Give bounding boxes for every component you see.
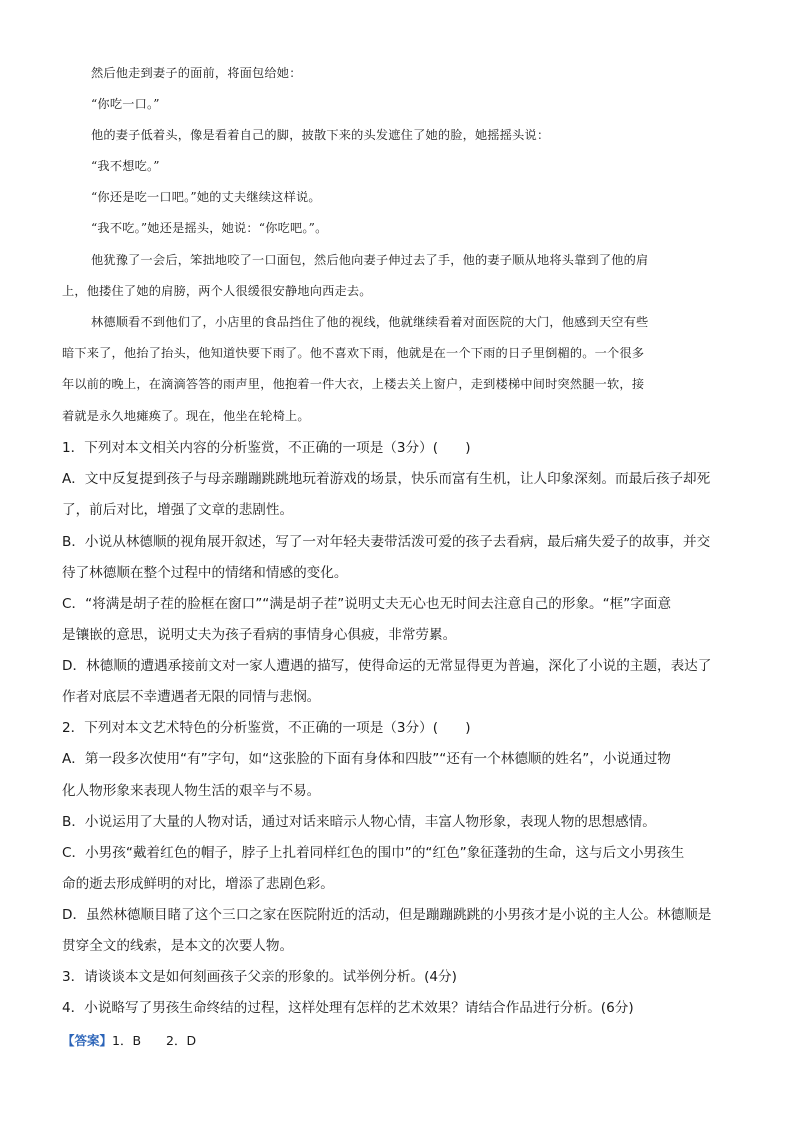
story-line: 暗下来了，他抬了抬头，他知道快要下雨了。他不喜欢下雨，他就是在一个下雨的日子里倒楣的。一个很多	[62, 346, 645, 360]
story-line: 林德顺看不到他们了，小店里的食品挡住了他的视线，他就继续看着对面医院的大门，他感到天空有些	[91, 315, 649, 329]
question-1-option: A．文中反复提到孩子与母亲蹦蹦跳跳地玩着游戏的场景，快乐而富有生机，让人印象深刻。而最后孩子却死	[62, 471, 711, 487]
answer-tag: 【答案】	[62, 1033, 113, 1048]
question-1-option: 了，前后对比，增强了文章的悲剧性。	[62, 502, 294, 518]
story-line: “我不想吃。”	[91, 159, 160, 173]
question-1-option: 作者对底层不幸遭遇者无限的同情与悲悯。	[62, 689, 321, 705]
question-1-option: B．小说从林德顺的视角展开叙述，写了一对年轻夫妻带活泼可爱的孩子去看病，最后痛失爱子的故事，并交	[62, 534, 711, 550]
story-line: “你吃一口。”	[91, 97, 160, 111]
question-2-option: A．第一段多次使用“有”字句，如“这张脸的下面有身体和四肢”“还有一个林德顺的姓名”，小说通过物	[62, 751, 671, 767]
question-1-option: C．“将满是胡子茬的脸框在窗口”“满是胡子茬”说明丈夫无心也无时间去注意自己的形象。“框”字面意	[62, 596, 672, 612]
story-line: “你还是吃一口吧。”她的丈夫继续这样说。	[91, 190, 321, 204]
question-2-option: B．小说运用了大量的人物对话，通过对话来暗示人物心情，丰富人物形象，表现人物的思想感情。	[62, 814, 656, 830]
story-line: 上，他搂住了她的肩膀，两个人很缓很安静地向西走去。	[62, 284, 372, 298]
question-3-stem: 3．请谈谈本文是如何刻画孩子父亲的形象的。试举例分析。(4分)	[62, 969, 457, 985]
answer-text: 1．B 2．D	[112, 1033, 197, 1048]
question-2-stem: 2．下列对本文艺术特色的分析鉴赏，不正确的一项是（3分）( )	[62, 720, 471, 736]
question-2-option: D．虽然林德顺目睹了这个三口之家在医院附近的活动，但是蹦蹦跳跳的小男孩才是小说的主人公。林德顺是	[62, 907, 712, 923]
question-4-stem: 4．小说略写了男孩生命终结的过程，这样处理有怎样的艺术效果？请结合作品进行分析。(6分)	[62, 1000, 634, 1016]
story-line: 然后他走到妻子的面前，将面包给她：	[91, 66, 302, 80]
answer-line	[62, 1031, 734, 1051]
story-line: 他犹豫了一会后，笨拙地咬了一口面包，然后他向妻子伸过去了手，他的妻子顺从地将头靠到了他的肩	[91, 253, 649, 267]
story-line: 着就是永久地瘫痪了。现在，他坐在轮椅上。	[62, 409, 310, 423]
question-2-option: 贯穿全文的线索，是本文的次要人物。	[62, 938, 294, 954]
question-2-option: C．小男孩“戴着红色的帽子，脖子上扎着同样红色的围巾”的“红色”象征蓬勃的生命，这与后文小男孩生	[62, 845, 685, 861]
question-1-option: 待了林德顺在整个过程中的情绪和情感的变化。	[62, 565, 348, 581]
story-line: 年以前的晚上，在滴滴答答的雨声里，他抱着一件大衣，上楼去关上窗户，走到楼梯中间时突然腿一软，接	[62, 377, 645, 391]
question-1-option: D．林德顺的遭遇承接前文对一家人遭遇的描写，使得命运的无常显得更为普遍，深化了小说的主题，表达了	[62, 658, 712, 674]
question-1-stem: 1．下列对本文相关内容的分析鉴赏，不正确的一项是（3分）( )	[62, 440, 471, 456]
question-2-option: 命的逝去形成鲜明的对比，增添了悲剧色彩。	[62, 876, 334, 892]
story-line: “我不吃。”她还是摇头，她说：“你吃吧。”。	[91, 221, 328, 235]
question-2-option: 化人物形象来表现人物生活的艰辛与不易。	[62, 783, 321, 799]
story-line: 他的妻子低着头，像是看着自己的脚，披散下来的头发遮住了她的脸，她摇摇头说：	[91, 128, 550, 142]
question-1-option: 是镶嵌的意思，说明丈夫为孩子看病的事情身心俱疲，非常劳累。	[62, 627, 457, 643]
